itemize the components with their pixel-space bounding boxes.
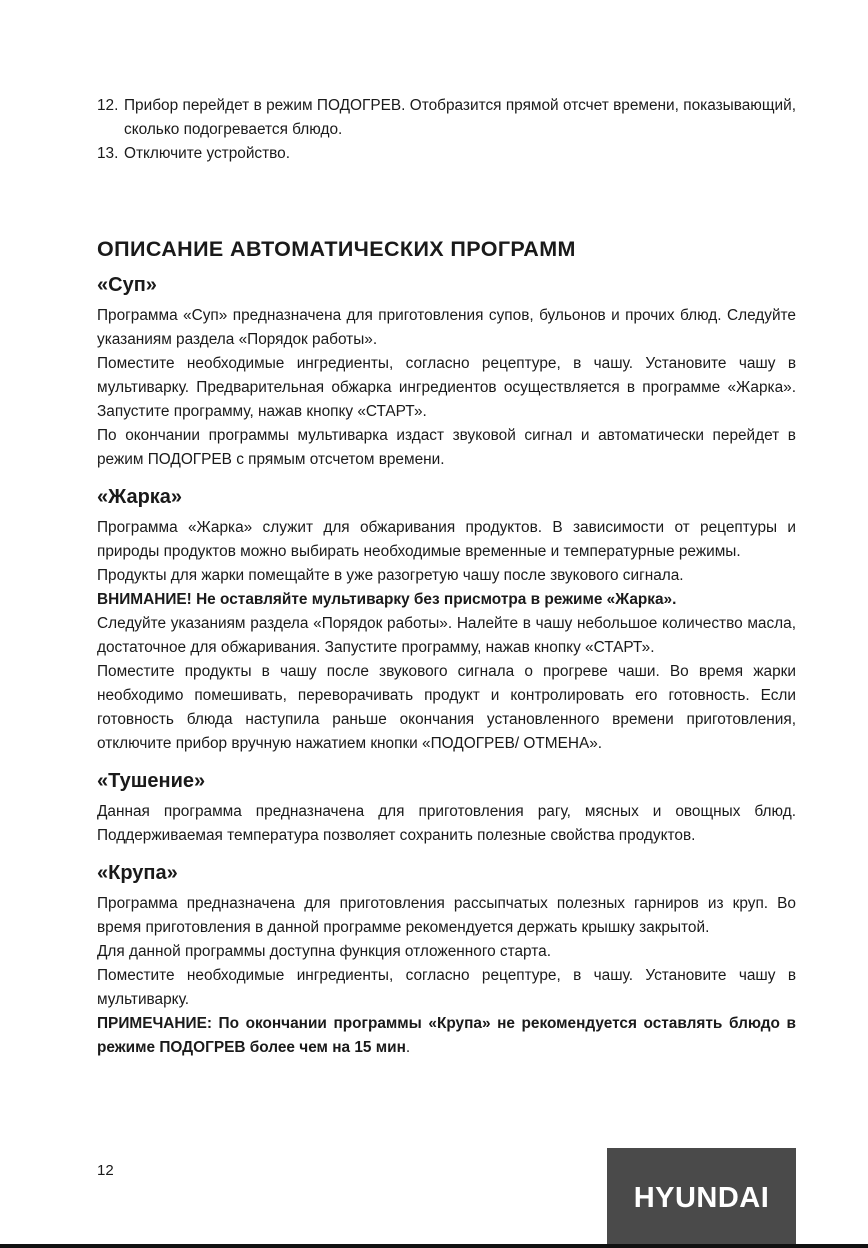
- program-soup: [97, 272, 796, 472]
- warning-text: ВНИМАНИЕ! Не оставляйте мультиварку без присмотра в режиме «Жарка».: [97, 591, 677, 608]
- program-title: «Тушение»: [97, 770, 206, 792]
- note-text: ПРИМЕЧАНИЕ: По окончании программы «Крупа» не рекомендуется оставлять блюдо в режиме ПОДОГРЕВ более чем на 15 мин: [97, 1015, 796, 1056]
- step-number: 12.: [97, 97, 119, 114]
- program-title: «Крупа»: [97, 862, 178, 884]
- page-number: 12: [97, 1162, 114, 1179]
- step-number: 13.: [97, 145, 119, 162]
- bottom-rule: [0, 1244, 868, 1248]
- section-title: ОПИСАНИЕ АВТОМАТИЧЕСКИХ ПРОГРАММ: [97, 237, 576, 261]
- program-stewing: [97, 768, 796, 848]
- paragraph: Поместите продукты в чашу после звукового сигнала о прогреве чаши. Во время жарки необходимо помешивать, переворачивать продукт и контролировать его готовность. Если готовность блюда наступила раньше окончания установленного времени приготовления, отключите прибор вручную нажатием кнопки «ПОДОГРЕВ/ ОТМЕНА».: [97, 663, 796, 752]
- paragraph: Для данной программы доступна функция отложенного старта.: [97, 943, 551, 960]
- instruction-steps: [97, 94, 796, 166]
- paragraph: Данная программа предназначена для приготовления рагу, мясных и овощных блюд. Поддерживаемая температура позволяет сохранить полезные свойства продуктов.: [97, 803, 796, 844]
- note-tail: .: [405, 1039, 411, 1056]
- step-text: Отключите устройство.: [124, 145, 291, 162]
- step-item: [97, 142, 796, 166]
- paragraph: Поместите необходимые ингредиенты, согласно рецептуре, в чашу. Установите чашу в мультиварку.: [97, 967, 796, 1008]
- program-grains: [97, 860, 796, 1060]
- paragraph: Программа «Жарка» служит для обжаривания продуктов. В зависимости от рецептуры и природы продуктов можно выбирать необходимые временные и температурные режимы.: [97, 519, 796, 560]
- paragraph: Поместите необходимые ингредиенты, согласно рецептуре, в чашу. Установите чашу в мультиварку. Предварительная обжарка ингредиентов осуществляется в программе «Жарка». Запустите программу, нажав кнопку «СТАРТ».: [97, 355, 796, 420]
- program-sections: [97, 272, 796, 1072]
- program-frying: [97, 484, 796, 756]
- step-text: Прибор перейдет в режим ПОДОГРЕВ. Отобразится прямой отсчет времени, показывающий, сколько подогревается блюдо.: [124, 97, 796, 138]
- step-item: [97, 94, 796, 142]
- warning-paragraph: [97, 588, 796, 612]
- paragraph: Программа «Суп» предназначена для приготовления супов, бульонов и прочих блюд. Следуйте указаниям раздела «Порядок работы».: [97, 307, 796, 348]
- paragraph: Следуйте указаниям раздела «Порядок работы». Налейте в чашу небольшое количество масла, достаточное для обжаривания. Запустите программу, нажав кнопку «СТАРТ».: [97, 615, 796, 656]
- paragraph: По окончании программы мультиварка издаст звуковой сигнал и автоматически перейдет в режим ПОДОГРЕВ с прямым отсчетом времени.: [97, 427, 796, 468]
- program-title: «Суп»: [97, 274, 157, 296]
- note-paragraph: [97, 1012, 796, 1060]
- paragraph: Продукты для жарки помещайте в уже разогретую чашу после звукового сигнала.: [97, 567, 684, 584]
- brand-logo-text: HYUNDAI: [633, 1181, 770, 1214]
- paragraph: Программа предназначена для приготовления рассыпчатых полезных гарниров из круп. Во время приготовления в данной программе рекомендуется держать крышку закрытой.: [97, 895, 796, 936]
- brand-logo: [607, 1148, 796, 1248]
- program-title: «Жарка»: [97, 486, 183, 508]
- page-content: [97, 94, 796, 1056]
